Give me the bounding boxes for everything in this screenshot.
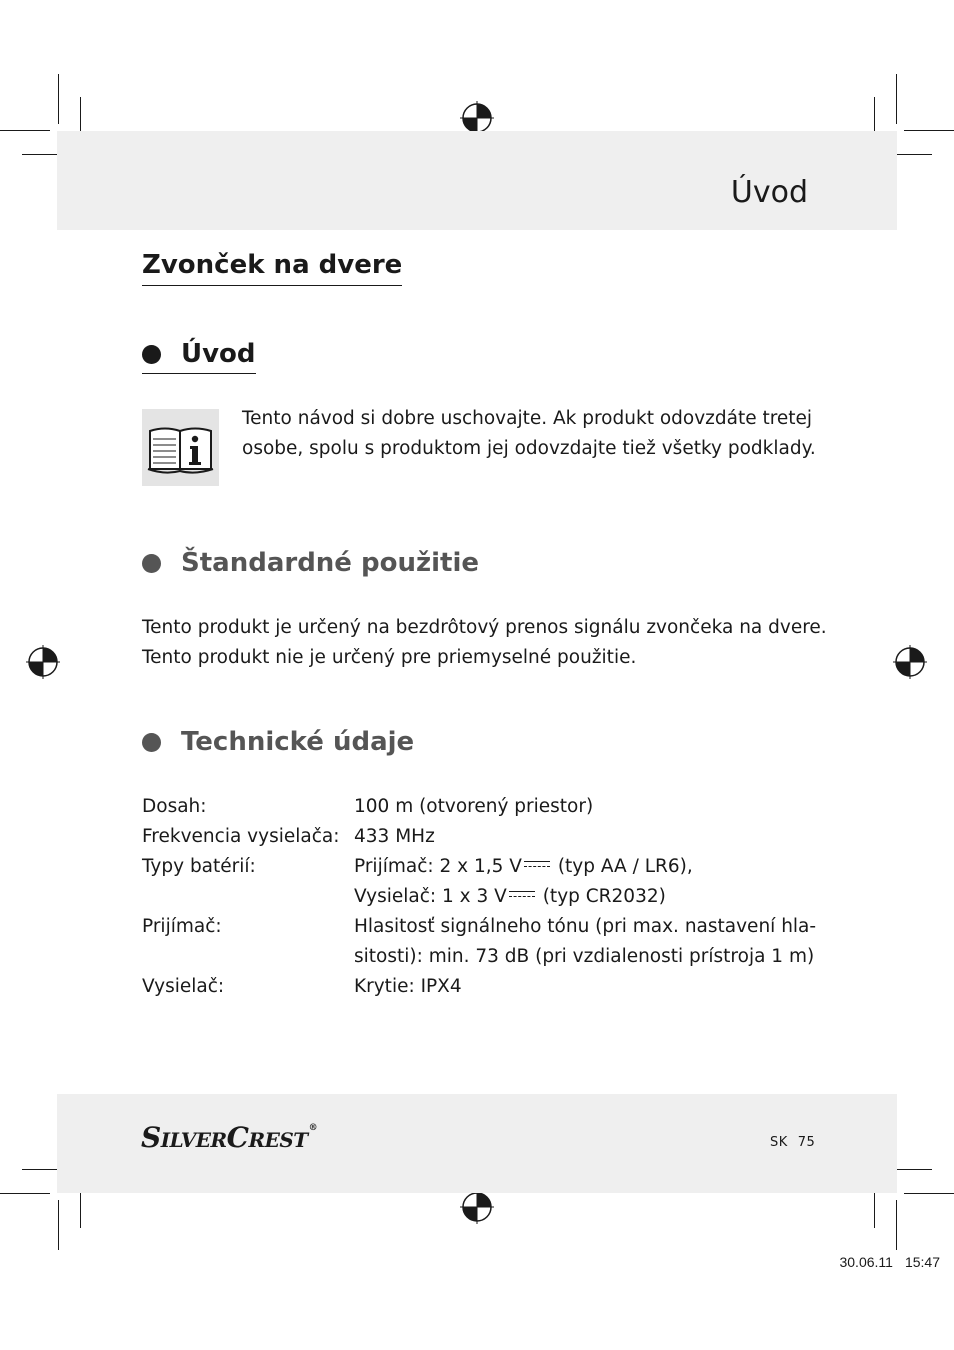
crop-mark	[896, 74, 897, 124]
spec-label: Vysielač:	[142, 976, 225, 997]
spec-label: Prijímač:	[142, 916, 222, 937]
crop-mark	[0, 1193, 50, 1194]
info-manual-icon	[142, 409, 219, 486]
receiver-line: sitosti): min. 73 dB (pri vzdialenosti prístroja 1 m)	[354, 946, 815, 967]
crop-mark	[896, 1200, 897, 1250]
spec-label: Dosah:	[142, 796, 207, 817]
bullet-icon	[142, 733, 161, 752]
technical-heading-text: Technické údaje	[181, 727, 415, 757]
crop-mark	[58, 74, 59, 124]
silvercrest-logo: SILVERCREST®	[141, 1121, 318, 1154]
spec-value: 433 MHz	[354, 826, 435, 847]
intended-use-line: Tento produkt nie je určený pre priemyselné použitie.	[142, 647, 637, 668]
crop-mark	[904, 130, 954, 131]
battery-receiver-suffix: (typ AA / LR6),	[557, 856, 693, 877]
intended-use-heading-text: Štandardné použitie	[181, 548, 479, 578]
spec-row-transmitter	[142, 972, 842, 1002]
technical-specs-table	[142, 792, 842, 1002]
spec-value	[354, 912, 842, 972]
battery-receiver-prefix: Prijímač: 2 x 1,5 V	[354, 856, 522, 877]
intended-use-text	[142, 613, 842, 673]
page-info	[770, 1135, 825, 1150]
intro-text: Tento návod si dobre uschovajte. Ak produkt odovzdáte tretej osobe, spolu s produktom jej odovzdajte tiež všetky podklady.	[242, 408, 816, 459]
battery-receiver	[354, 852, 842, 882]
battery-transmitter-suffix: (typ CR2032)	[542, 886, 666, 907]
bullet-icon	[142, 554, 161, 573]
spec-label: Typy batérií:	[142, 856, 256, 877]
print-date: 30.06.11	[839, 1254, 893, 1270]
spec-row-range	[142, 792, 842, 822]
dc-symbol-icon	[524, 859, 550, 869]
intro-heading	[142, 339, 256, 374]
print-timestamp	[839, 1254, 940, 1270]
registration-mark-icon	[460, 101, 494, 135]
intended-use-heading	[142, 548, 479, 579]
spec-value: 100 m (otvorený priestor)	[354, 796, 594, 817]
document-title: Zvonček na dvere	[142, 250, 402, 286]
spec-value: Krytie: IPX4	[354, 976, 462, 997]
bullet-icon	[142, 345, 161, 364]
crop-mark	[58, 1200, 59, 1250]
intended-use-line: Tento produkt je určený na bezdrôtový prenos signálu zvončeka na dvere.	[142, 617, 827, 638]
page-number: 75	[797, 1135, 816, 1150]
spec-row-frequency	[142, 822, 842, 852]
technical-heading	[142, 727, 414, 758]
spec-value	[354, 852, 842, 912]
print-time: 15:47	[904, 1254, 940, 1270]
registration-mark-icon	[26, 645, 60, 679]
spec-row-battery	[142, 852, 842, 912]
registration-mark-icon	[893, 645, 927, 679]
registration-mark-icon	[460, 1190, 494, 1224]
language-code: SK	[770, 1135, 788, 1150]
spec-row-receiver	[142, 912, 842, 972]
section-title: Úvod	[730, 175, 808, 210]
intro-heading-text: Úvod	[181, 339, 256, 369]
receiver-line: Hlasitosť signálneho tónu (pri max. nastavení hla-	[354, 916, 817, 937]
crop-mark	[0, 130, 50, 131]
spec-label: Frekvencia vysielača:	[142, 826, 340, 847]
dc-symbol-icon	[509, 889, 535, 899]
battery-transmitter	[354, 882, 842, 912]
battery-transmitter-prefix: Vysielač: 1 x 3 V	[354, 886, 507, 907]
crop-mark	[904, 1193, 954, 1194]
